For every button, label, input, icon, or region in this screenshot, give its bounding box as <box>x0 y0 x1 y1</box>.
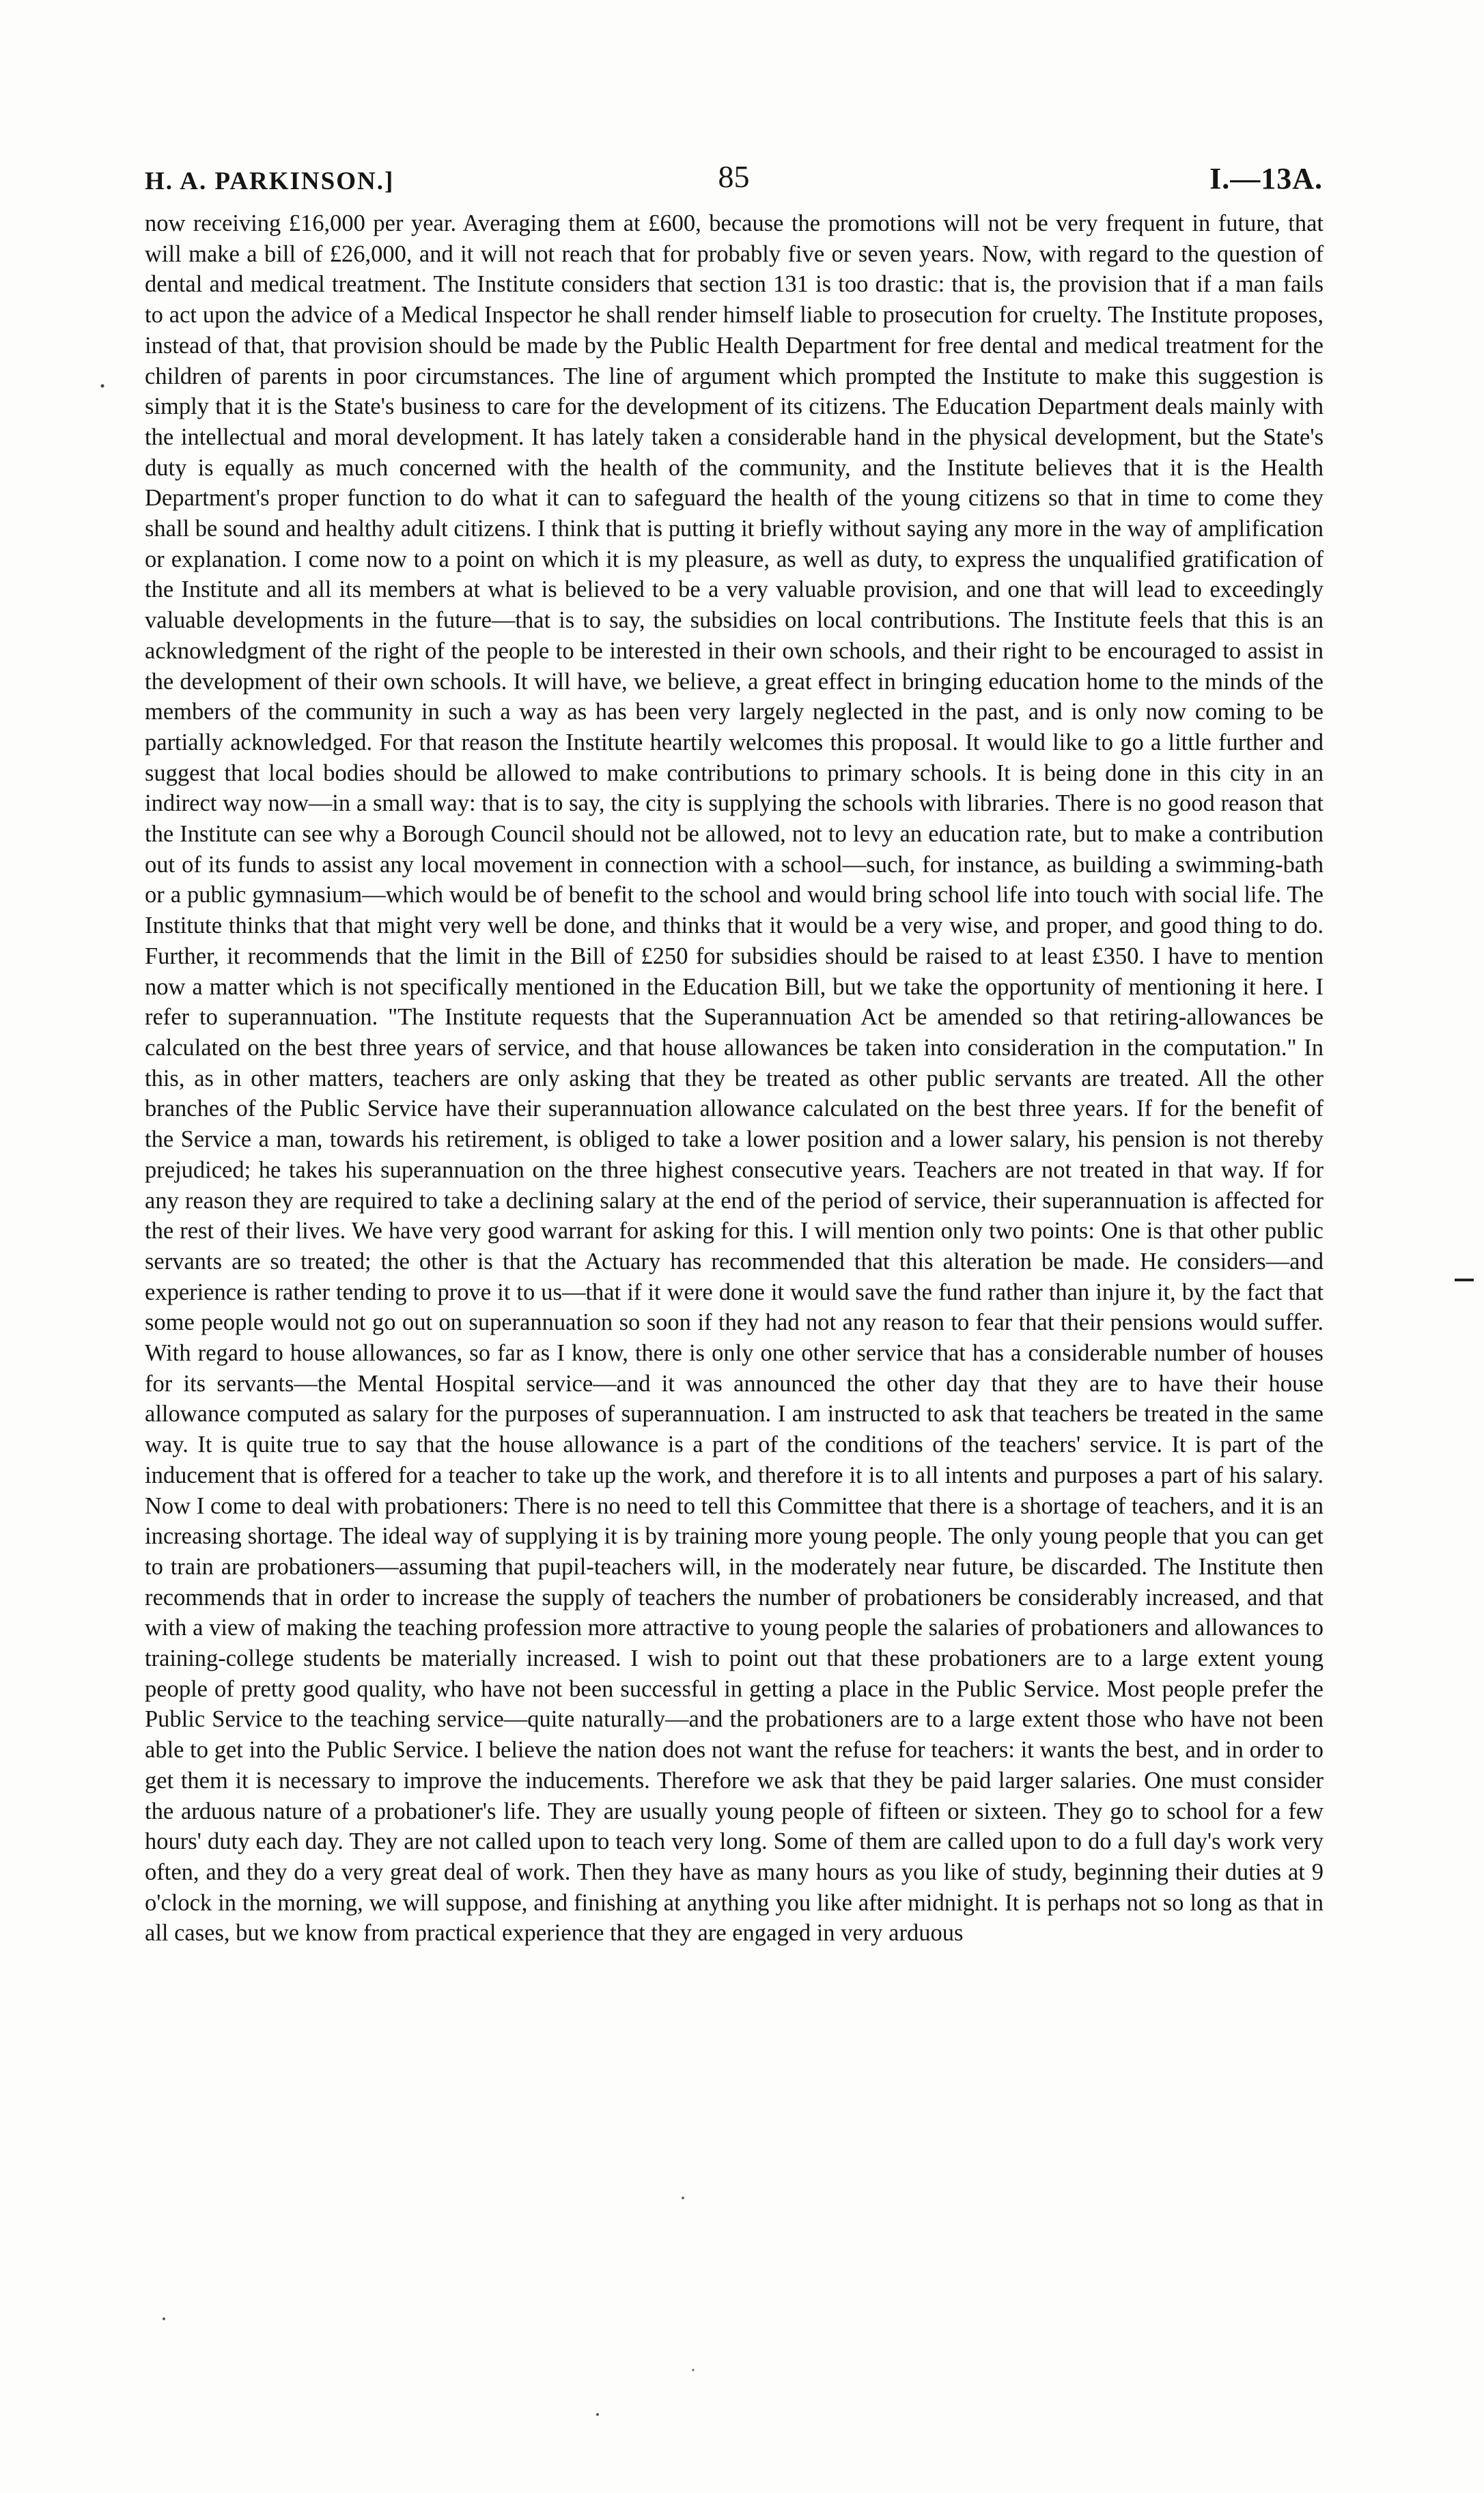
paragraph: now receiving £16,000 per year. Averaging them at £600, because the promotions will not be very frequent in future, that will make a bill of £26,000, and it will not reach that for probably five or seven years. Now, with regard to the question of dental and medical treatment. The Institute considers that section 131 is too drastic: that is, the provision that if a man fails to act upon the advice of a Medical Inspector he shall render himself liable to prosecution for cruelty. The Institute proposes, instead of that, that provision should be made by the Public Health Department for free dental and medical treatment for the children of parents in poor circumstances. The line of argument which prompted the Institute to make this suggestion is simply that it is the State's business to care for the development of its citizens. The Education Department deals mainly with the intellectual and moral development. It has lately taken a considerable hand in the physical development, but the State's duty is equally as much concerned with the health of the community, and the Institute believes that it is the Health Department's proper function to do what it can to safeguard the health of the young citizens so that in time to come they shall be sound and healthy adult citizens. I think that is putting it briefly without saying any more in the way of amplification or explanation. I come now to a point on which it is my pleasure, as well as duty, to express the unqualified gratification of the Institute and all its members at what is believed to be a very valuable provision, and one that will lead to exceedingly valuable developments in the future—that is to say, the subsidies on local contributions. The Institute feels that this is an acknowledgment of the right of the people to be interested in their own schools, and their right to be encouraged to assist in the development of their own schools. It will have, we believe, a great effect in bringing education home to the minds of the members of the community in such a way as has been very largely neglected in the past, and is only now coming to be partially acknowledged. For that reason the Institute heartily welcomes this proposal. It would like to go a little further and suggest that local bodies should be allowed to make contributions to primary schools. It is being done in this city in an indirect way now—in a small way: that is to say, the city is supplying the schools with libraries. There is no good reason that the Institute can see why a Borough Council should not be allowed, not to levy an education rate, but to make a contribution out of its funds to assist any local movement in connection with a school—such, for instance, as building a swimming-bath or a public gymnasium—which would be of benefit to the school and would bring school life into touch with social life. The Institute thinks that that might very well be done, and thinks that it would be a very wise, and proper, and good thing to do. Further, it recommends that the limit in the Bill of £250 for subsidies should be raised to at least £350. I have to mention now a matter which is not specifically mentioned in the Education Bill, but we take the opportunity of mentioning it here. I refer to superannuation. "The Institute requests that the Superannuation Act be amended so that retiring-allowances be calculated on the best three years of service, and that house allowances be taken into consideration in the computation." In this, as in other matters, teachers are only asking that they be treated as other public servants are treated. All the other branches of the Public Service have their superannuation allowance calculated on the best three years. If for the benefit of the Service a man, towards his retirement, is obliged to take a lower position and a lower salary, his pension is not thereby prejudiced; he takes his superannuation on the three highest consecutive years. Teachers are not treated in that way. If for any reason they are required to take a declining salary at the end of the period of service, their superannuation is affected for the rest of their lives. We have very good warrant for asking for this. I will mention only two points: One is that other public servants are so treated; the other is that the Actuary has recommended that this alteration be made. He considers—and experience is rather tending to prove it to us—that if it were done it would save the fund rather than injure it, by the fact that some people would not go out on superannuation so soon if they had not any reason to fear that their pensions would suffer. With regard to house allowances, so far as I know, there is only one other service that has a considerable number of houses for its servants—the Mental Hospital service—and it was announced the other day that they are to have their house allowance computed as salary for the purposes of superannuation. I am instructed to ask that teachers be treated in the same way. It is quite true to say that the house allowance is a part of the conditions of the teachers' service. It is part of the inducement that is offered for a teacher to take up the work, and therefore it is to all intents and purposes a part of his salary. Now I come to deal with probationers: There is no need to tell this Committee that there is a shortage of teachers, and it is an increasing shortage. The ideal way of supplying it is by training more young people. The only young people that you can get to train are probationers—assuming that pupil-teachers will, in the moderately near future, be discarded. The Institute then recommends that in order to increase the supply of teachers the number of probationers be considerably increased, and that with a view of making the teaching profession more attractive to young people the salaries of probationers and allowances to training-college students be materially increased. I wish to point out that these probationers are to a large extent young people of pretty good quality, who have not been successful in getting a place in the Public Service. Most people prefer the Public Service to the teaching service—quite naturally—and the probationers are to a large extent those who have not been able to get into the Public Service. I believe the nation does not want the refuse for teachers: it wants the best, and in order to get them it is necessary to improve the inducements. Therefore we ask that they be paid larger salaries. One must consider the arduous nature of a probationer's life. They are usually young people of fifteen or sixteen. They go to school for a few hours' duty each day. They are not called upon to teach very long. Some of them are called upon to do a full day's work very often, and they do a very great deal of work. Then they have as many hours as you like of study, beginning their duties at 9 o'clock in the morning, we will suppose, and finishing at anything you like after midnight. It is perhaps not so long as that in all cases, but we know from practical experience that they are engaged in very arduous <box>145 210 1324 1947</box>
speaker-name: H. A. PARKINSON.] <box>145 167 395 195</box>
page-number: 85 <box>718 159 750 194</box>
document-reference: I.—13A. <box>1209 162 1323 195</box>
